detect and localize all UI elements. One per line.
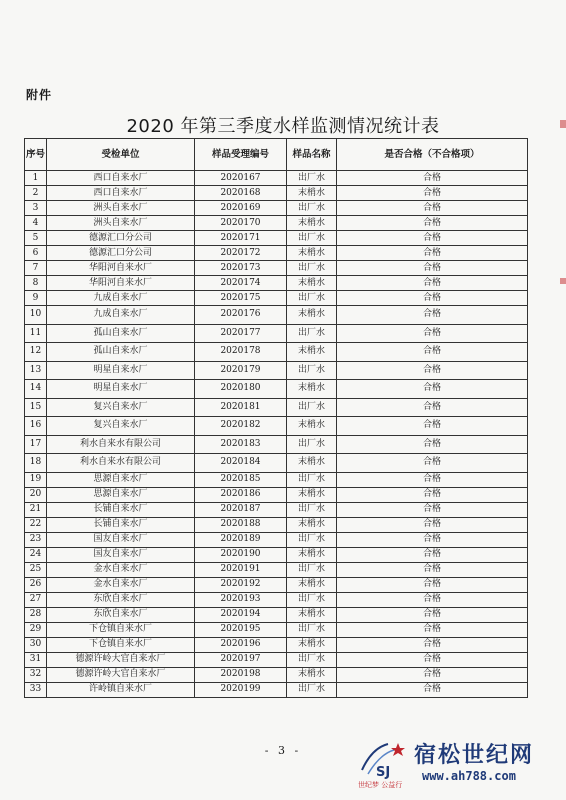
table-row [25,231,528,246]
cell-sample-name: 末梢水 [287,607,337,622]
table-row [25,201,528,216]
cell-no: 17 [25,435,47,454]
cell-no: 2 [25,186,47,201]
cell-sample-id: 2020194 [195,607,287,622]
cell-result: 合格 [337,216,528,231]
cell-sample-id: 2020169 [195,201,287,216]
table-row [25,532,528,547]
cell-sample-id: 2020171 [195,231,287,246]
cell-sample-name: 出厂水 [287,231,337,246]
cell-sample-id: 2020176 [195,306,287,325]
table-row [25,246,528,261]
cell-no: 18 [25,454,47,473]
cell-result: 合格 [337,502,528,517]
cell-unit: 德源汇口分公司 [47,231,195,246]
cell-sample-id: 2020175 [195,291,287,306]
red-stamp-edge [560,278,566,284]
cell-result: 合格 [337,417,528,436]
cell-unit: 金水自来水厂 [47,577,195,592]
table-row [25,291,528,306]
cell-result: 合格 [337,622,528,637]
cell-result: 合格 [337,231,528,246]
monitoring-table [24,138,528,698]
cell-sample-name: 出厂水 [287,361,337,380]
table-row [25,454,528,473]
sj-star-logo-icon [358,740,410,780]
cell-sample-name: 末梢水 [287,216,337,231]
cell-sample-id: 2020174 [195,276,287,291]
cell-result: 合格 [337,592,528,607]
cell-sample-name: 末梢水 [287,343,337,362]
cell-sample-id: 2020173 [195,261,287,276]
col-header-result: 是否合格（不合格项） [337,139,528,171]
cell-sample-id: 2020178 [195,343,287,362]
cell-no: 24 [25,547,47,562]
watermark-url: www.ah788.com [422,769,516,783]
cell-sample-id: 2020189 [195,532,287,547]
cell-result: 合格 [337,291,528,306]
cell-sample-name: 出厂水 [287,435,337,454]
cell-result: 合格 [337,186,528,201]
cell-result: 合格 [337,380,528,399]
cell-sample-id: 2020192 [195,577,287,592]
cell-result: 合格 [337,472,528,487]
cell-no: 32 [25,667,47,682]
col-header-sample-name: 样品名称 [287,139,337,171]
cell-unit: 西口自来水厂 [47,171,195,186]
cell-unit: 东欣自来水厂 [47,592,195,607]
cell-no: 27 [25,592,47,607]
cell-result: 合格 [337,517,528,532]
cell-sample-id: 2020186 [195,487,287,502]
cell-sample-id: 2020179 [195,361,287,380]
cell-result: 合格 [337,343,528,362]
table-row [25,380,528,399]
table-row [25,487,528,502]
cell-result: 合格 [337,547,528,562]
cell-no: 31 [25,652,47,667]
cell-sample-name: 末梢水 [287,276,337,291]
table-row [25,502,528,517]
cell-unit: 西口自来水厂 [47,186,195,201]
cell-unit: 国友自来水厂 [47,532,195,547]
cell-no: 28 [25,607,47,622]
cell-no: 14 [25,380,47,399]
cell-sample-name: 出厂水 [287,398,337,417]
cell-result: 合格 [337,487,528,502]
cell-sample-name: 末梢水 [287,306,337,325]
cell-no: 21 [25,502,47,517]
cell-no: 7 [25,261,47,276]
cell-sample-id: 2020188 [195,517,287,532]
table-row [25,261,528,276]
table-body [25,171,528,698]
cell-sample-id: 2020191 [195,562,287,577]
cell-unit: 复兴自来水厂 [47,417,195,436]
cell-sample-name: 出厂水 [287,502,337,517]
watermark-logo-text: SJ [376,765,391,780]
cell-result: 合格 [337,577,528,592]
cell-sample-name: 出厂水 [287,261,337,276]
page-title: 2020 年第三季度水样监测情况统计表 [126,116,440,137]
cell-sample-id: 2020193 [195,592,287,607]
cell-no: 20 [25,487,47,502]
table-row [25,216,528,231]
watermark [352,736,562,796]
cell-sample-id: 2020195 [195,622,287,637]
cell-sample-id: 2020190 [195,547,287,562]
cell-sample-name: 出厂水 [287,622,337,637]
cell-sample-name: 末梢水 [287,454,337,473]
cell-sample-name: 末梢水 [287,547,337,562]
cell-sample-name: 末梢水 [287,417,337,436]
cell-no: 4 [25,216,47,231]
table-row [25,652,528,667]
cell-unit: 孤山自来水厂 [47,343,195,362]
cell-sample-name: 出厂水 [287,592,337,607]
table-row [25,622,528,637]
cell-unit: 下仓镇自来水厂 [47,637,195,652]
table-row [25,667,528,682]
cell-no: 1 [25,171,47,186]
cell-result: 合格 [337,276,528,291]
table-row [25,398,528,417]
cell-unit: 孤山自来水厂 [47,324,195,343]
cell-no: 33 [25,682,47,697]
cell-no: 26 [25,577,47,592]
cell-unit: 长铺自来水厂 [47,502,195,517]
cell-no: 6 [25,246,47,261]
cell-no: 9 [25,291,47,306]
cell-unit: 东欣自来水厂 [47,607,195,622]
cell-sample-id: 2020198 [195,667,287,682]
cell-result: 合格 [337,171,528,186]
table-row [25,306,528,325]
cell-result: 合格 [337,667,528,682]
cell-unit: 许岭镇自来水厂 [47,682,195,697]
cell-unit: 九成自来水厂 [47,306,195,325]
cell-sample-id: 2020187 [195,502,287,517]
watermark-slogan: 世纪梦 公益行 [358,781,403,789]
cell-sample-id: 2020184 [195,454,287,473]
cell-result: 合格 [337,306,528,325]
table-row [25,472,528,487]
cell-no: 30 [25,637,47,652]
cell-sample-name: 出厂水 [287,171,337,186]
cell-unit: 思源自来水厂 [47,472,195,487]
cell-unit: 利水自来水有限公司 [47,435,195,454]
cell-sample-name: 末梢水 [287,667,337,682]
table-row [25,276,528,291]
cell-unit: 下仓镇自来水厂 [47,622,195,637]
cell-no: 3 [25,201,47,216]
table-row [25,562,528,577]
cell-unit: 华阳河自来水厂 [47,261,195,276]
table-row [25,577,528,592]
cell-sample-id: 2020199 [195,682,287,697]
cell-sample-id: 2020197 [195,652,287,667]
table-row [25,186,528,201]
cell-no: 13 [25,361,47,380]
table-row [25,547,528,562]
cell-no: 8 [25,276,47,291]
table-row [25,637,528,652]
table-row [25,417,528,436]
cell-unit: 华阳河自来水厂 [47,276,195,291]
cell-sample-id: 2020182 [195,417,287,436]
cell-sample-id: 2020168 [195,186,287,201]
attachment-label: 附件 [26,88,53,102]
col-header-unit: 受检单位 [47,139,195,171]
table-header-row [25,139,528,171]
cell-result: 合格 [337,454,528,473]
table-row [25,324,528,343]
cell-unit: 明星自来水厂 [47,361,195,380]
cell-unit: 利水自来水有限公司 [47,454,195,473]
cell-sample-name: 末梢水 [287,487,337,502]
cell-sample-id: 2020196 [195,637,287,652]
cell-result: 合格 [337,398,528,417]
cell-unit: 长铺自来水厂 [47,517,195,532]
table-row [25,343,528,362]
cell-sample-name: 出厂水 [287,201,337,216]
cell-unit: 思源自来水厂 [47,487,195,502]
page-number: - 3 - [264,744,302,757]
cell-no: 19 [25,472,47,487]
cell-no: 5 [25,231,47,246]
cell-sample-name: 末梢水 [287,246,337,261]
cell-no: 15 [25,398,47,417]
cell-sample-id: 2020167 [195,171,287,186]
cell-sample-id: 2020177 [195,324,287,343]
cell-sample-name: 出厂水 [287,652,337,667]
cell-sample-id: 2020172 [195,246,287,261]
cell-result: 合格 [337,532,528,547]
table-row [25,171,528,186]
cell-unit: 洲头自来水厂 [47,201,195,216]
cell-sample-name: 末梢水 [287,517,337,532]
cell-unit: 德源许岭大官自来水厂 [47,652,195,667]
cell-sample-id: 2020185 [195,472,287,487]
cell-no: 11 [25,324,47,343]
cell-unit: 德源汇口分公司 [47,246,195,261]
cell-sample-name: 出厂水 [287,562,337,577]
cell-result: 合格 [337,435,528,454]
cell-result: 合格 [337,246,528,261]
cell-result: 合格 [337,324,528,343]
cell-sample-name: 末梢水 [287,637,337,652]
cell-unit: 金水自来水厂 [47,562,195,577]
cell-no: 23 [25,532,47,547]
cell-no: 25 [25,562,47,577]
cell-result: 合格 [337,562,528,577]
cell-unit: 德源许岭大官自来水厂 [47,667,195,682]
cell-sample-name: 末梢水 [287,186,337,201]
cell-result: 合格 [337,637,528,652]
table-row [25,361,528,380]
cell-no: 12 [25,343,47,362]
cell-unit: 洲头自来水厂 [47,216,195,231]
cell-sample-name: 出厂水 [287,532,337,547]
cell-sample-name: 出厂水 [287,291,337,306]
cell-sample-id: 2020181 [195,398,287,417]
cell-sample-id: 2020170 [195,216,287,231]
cell-sample-name: 末梢水 [287,380,337,399]
cell-sample-name: 末梢水 [287,577,337,592]
cell-no: 16 [25,417,47,436]
cell-sample-name: 出厂水 [287,324,337,343]
cell-unit: 国友自来水厂 [47,547,195,562]
cell-unit: 复兴自来水厂 [47,398,195,417]
cell-sample-id: 2020180 [195,380,287,399]
table-row [25,607,528,622]
cell-no: 10 [25,306,47,325]
col-header-no: 序号 [25,139,47,171]
col-header-sample-id: 样品受理编号 [195,139,287,171]
table-row [25,592,528,607]
cell-sample-name: 出厂水 [287,472,337,487]
cell-no: 22 [25,517,47,532]
cell-result: 合格 [337,682,528,697]
table-row [25,682,528,697]
cell-unit: 九成自来水厂 [47,291,195,306]
cell-no: 29 [25,622,47,637]
cell-result: 合格 [337,607,528,622]
cell-sample-name: 出厂水 [287,682,337,697]
cell-result: 合格 [337,201,528,216]
cell-unit: 明星自来水厂 [47,380,195,399]
cell-result: 合格 [337,361,528,380]
watermark-site-name: 宿松世纪网 [414,743,535,768]
cell-result: 合格 [337,261,528,276]
table-row [25,517,528,532]
cell-sample-id: 2020183 [195,435,287,454]
table-row [25,435,528,454]
cell-result: 合格 [337,652,528,667]
